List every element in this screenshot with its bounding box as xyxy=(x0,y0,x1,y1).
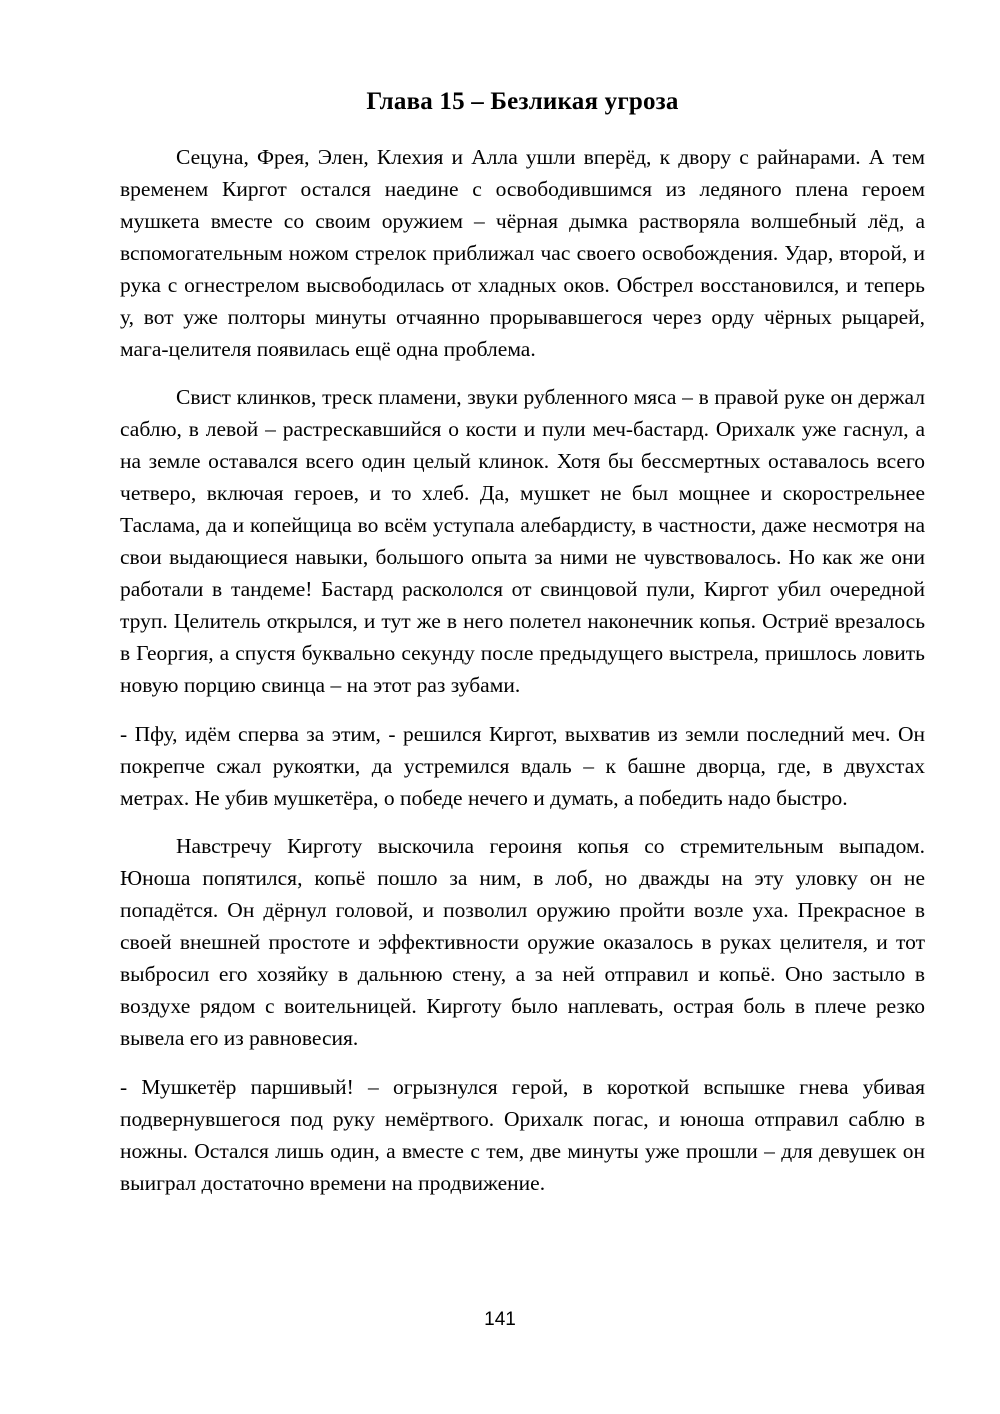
page-number: 141 xyxy=(484,1309,516,1330)
paragraph: Навстречу Кирготу выскочила героиня копья со стремительным выпадом. Юноша попятился, копьё пошло за ним, в лоб, но дважды на эту уловку он не попадётся. Он дёрнул головой, и позволил оружию пройти возле уха. Прекрасное в своей внешней простоте и эффективности оружие оказалось в руках целителя, и тот выбросил его хозяйку в дальнюю стену, а за ней отправил и копьё. Оно застыло в воздухе рядом с воительницей. Кирготу было наплевать, острая боль в плече резко вывела его из равновесия. xyxy=(120,834,925,1050)
body-content xyxy=(120,142,925,1200)
paragraph: Свист клинков, треск пламени, звуки рубленного мяса – в правой руке он держал саблю, в левой – растрескавшийся о кости и пули меч-бастард. Орихалк уже гаснул, а на земле оставался всего один целый клинок. Хотя бы бессмертных оставалось всего четверо, включая героев, и то хлеб. Да, мушкет не был мощнее и скорострельнее Таслама, да и копейщица во всём уступала алебардисту, в частности, даже несмотря на свои выдающиеся навыки, большого опыта за ними не чувствовалось. Но как же они работали в тандеме! Бастард раскололся от свинцовой пули, Киргот убил очередной труп. Целитель открылся, и тут же в него полетел наконечник копья. Остриё врезалось в Георгия, а спустя буквально секунду после предыдущего выстрела, пришлось ловить новую порцию свинца – на этот раз зубами. xyxy=(120,385,925,697)
paragraph: - Мушкетёр паршивый! – огрызнулся герой, в короткой вспышке гнева убивая подвернувшегося под руку немёртвого. Орихалк погас, и юноша отправил саблю в ножны. Остался лишь один, а вместе с тем, две минуты уже прошли – для девушек он выиграл достаточно времени на продвижение. xyxy=(120,1074,925,1195)
paragraph: Сецуна, Фрея, Элен, Клехия и Алла ушли вперёд, к двору с райнарами. А тем временем Киргот остался наедине с освободившимся из ледяного плена героем мушкета вместе со своим оружием – чёрная дымка растворяла волшебный лёд, а вспомогательным ножом стрелок приближал час своего освобождения. Удар, второй, и рука с огнестрелом высвободилась от хладных оков. Обстрел восстановился, и теперь у, вот уже полторы минуты отчаянно прорывавшегося через орду чёрных рыцарей, мага-целителя появилась ещё одна проблема. xyxy=(120,145,925,361)
chapter-title: Глава 15 – Безликая угроза xyxy=(366,88,679,115)
paragraph: - Пфу, идём сперва за этим, - решился Киргот, выхватив из земли последний меч. Он покрепче сжал рукоятки, да устремился вдаль – к башне дворца, где, в двухстах метрах. Не убив мушкетёра, о победе нечего и думать, а победить надо быстро. xyxy=(120,721,925,810)
